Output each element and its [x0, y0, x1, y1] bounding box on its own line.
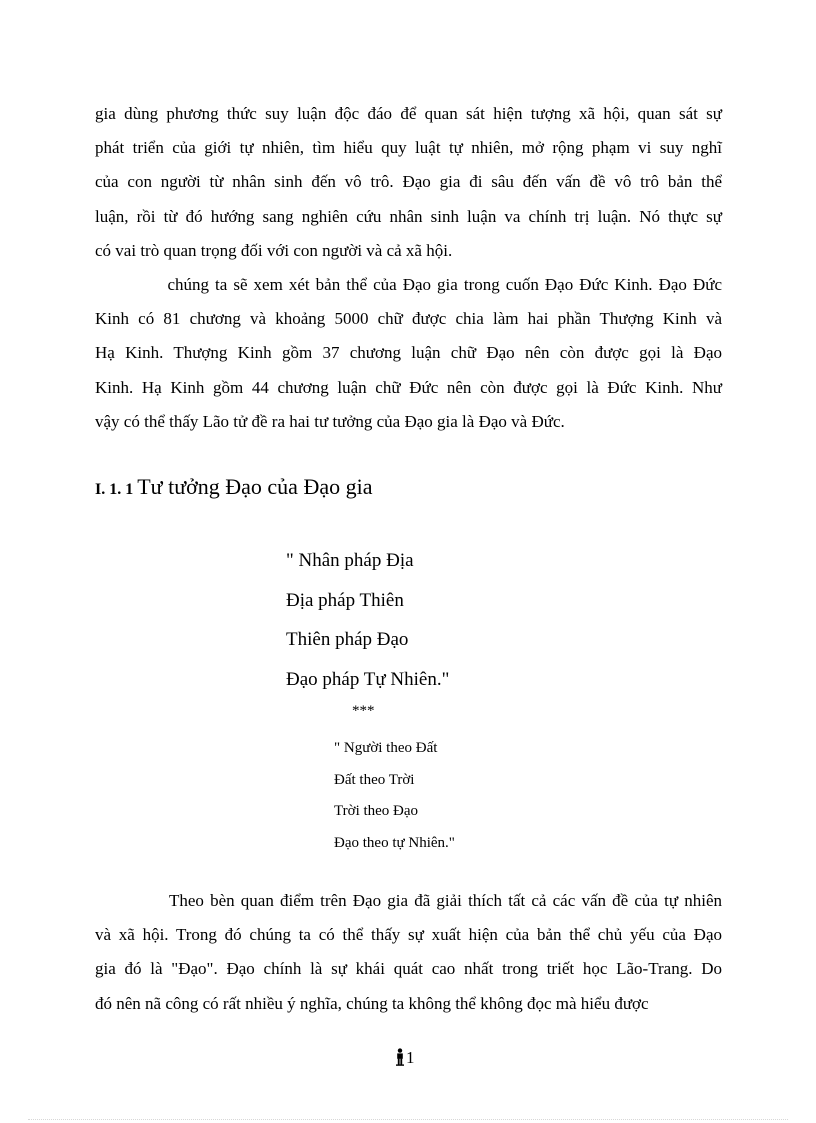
poem-original	[286, 541, 449, 699]
poem-line: Địa pháp Thiên	[286, 589, 404, 611]
text-line: Kinh có 81 chương và khoảng 5000 chữ được chia làm hai phần Thượng Kinh và	[95, 309, 722, 329]
poem-line: Đạo pháp Tự Nhiên."	[286, 668, 450, 690]
poem-line: Thiên pháp Đạo	[286, 629, 409, 650]
poem-translation	[334, 733, 455, 859]
page-number	[395, 1048, 415, 1068]
poem-line: Đất theo Trời	[334, 771, 415, 788]
poem-line: " Nhân pháp Địa	[286, 550, 414, 571]
paragraph-intro	[95, 97, 722, 268]
poem-line: Đạo theo tự Nhiên."	[334, 834, 455, 851]
text-line: phát triển của giới tự nhiên, tìm hiểu quy luật tự nhiên, mở rộng phạm vi suy nghĩ	[95, 138, 722, 158]
text-line: của con người từ nhân sinh đến vô trô. Đạo gia đi sâu đến vấn đề vô trô bản thể	[95, 172, 722, 192]
separator: ***	[352, 703, 375, 719]
text-line: gia dùng phương thức suy luận độc đáo để quan sát hiện tượng xã hội, quan sát sự	[95, 104, 722, 123]
person-icon	[395, 1048, 405, 1066]
text-line: luận, rồi từ đó hướng sang nghiên cứu nhân sinh luận va chính trị luận. Nó thực sự	[95, 206, 722, 226]
section-heading	[95, 474, 372, 500]
text-line: gia đó là "Đạo". Đạo chính là sự khái quát cao nhất trong triết học Lão-Trang. Do	[95, 959, 722, 979]
poem-line: Trời theo Đạo	[334, 803, 419, 819]
page-number-text: 1	[406, 1048, 415, 1067]
text-line: Hạ Kinh. Thượng Kinh gồm 37 chương luận chữ Đạo nên còn được gọi là Đạo	[95, 343, 722, 363]
text-line: và xã hội. Trong đó chúng ta có thể thấy sự xuất hiện của bản thể chủ yếu của Đạo	[95, 925, 722, 945]
text-line: có vai trò quan trọng đối với con người và cả xã hội.	[95, 240, 453, 260]
text-line: chúng ta sẽ xem xét bản thể của Đạo gia trong cuốn Đạo Đức Kinh. Đạo Đức	[95, 275, 722, 294]
section-title: Tư tưởng Đạo của Đạo gia	[137, 474, 373, 499]
poem-line: " Người theo Đất	[334, 740, 438, 756]
text-line: đó nên nã công có rất nhiều ý nghĩa, chúng ta không thể không đọc mà hiểu được	[95, 993, 649, 1013]
footer-divider	[28, 1119, 788, 1120]
text-line: vậy có thể thấy Lão tử đề ra hai tư tưởng của Đạo gia là Đạo và Đức.	[95, 411, 565, 431]
text-line: Kinh. Hạ Kinh gồm 44 chương luận chữ Đức nên còn được gọi là Đức Kinh. Như	[95, 377, 722, 397]
paragraph-dao-duc-kinh	[95, 268, 722, 439]
text-line: Theo bèn quan điểm trên Đạo gia đã giải thích tất cả các vấn đề của tự nhiên	[95, 891, 722, 910]
section-number: I. 1. 1	[95, 481, 134, 498]
paragraph-explanation	[95, 884, 722, 1021]
